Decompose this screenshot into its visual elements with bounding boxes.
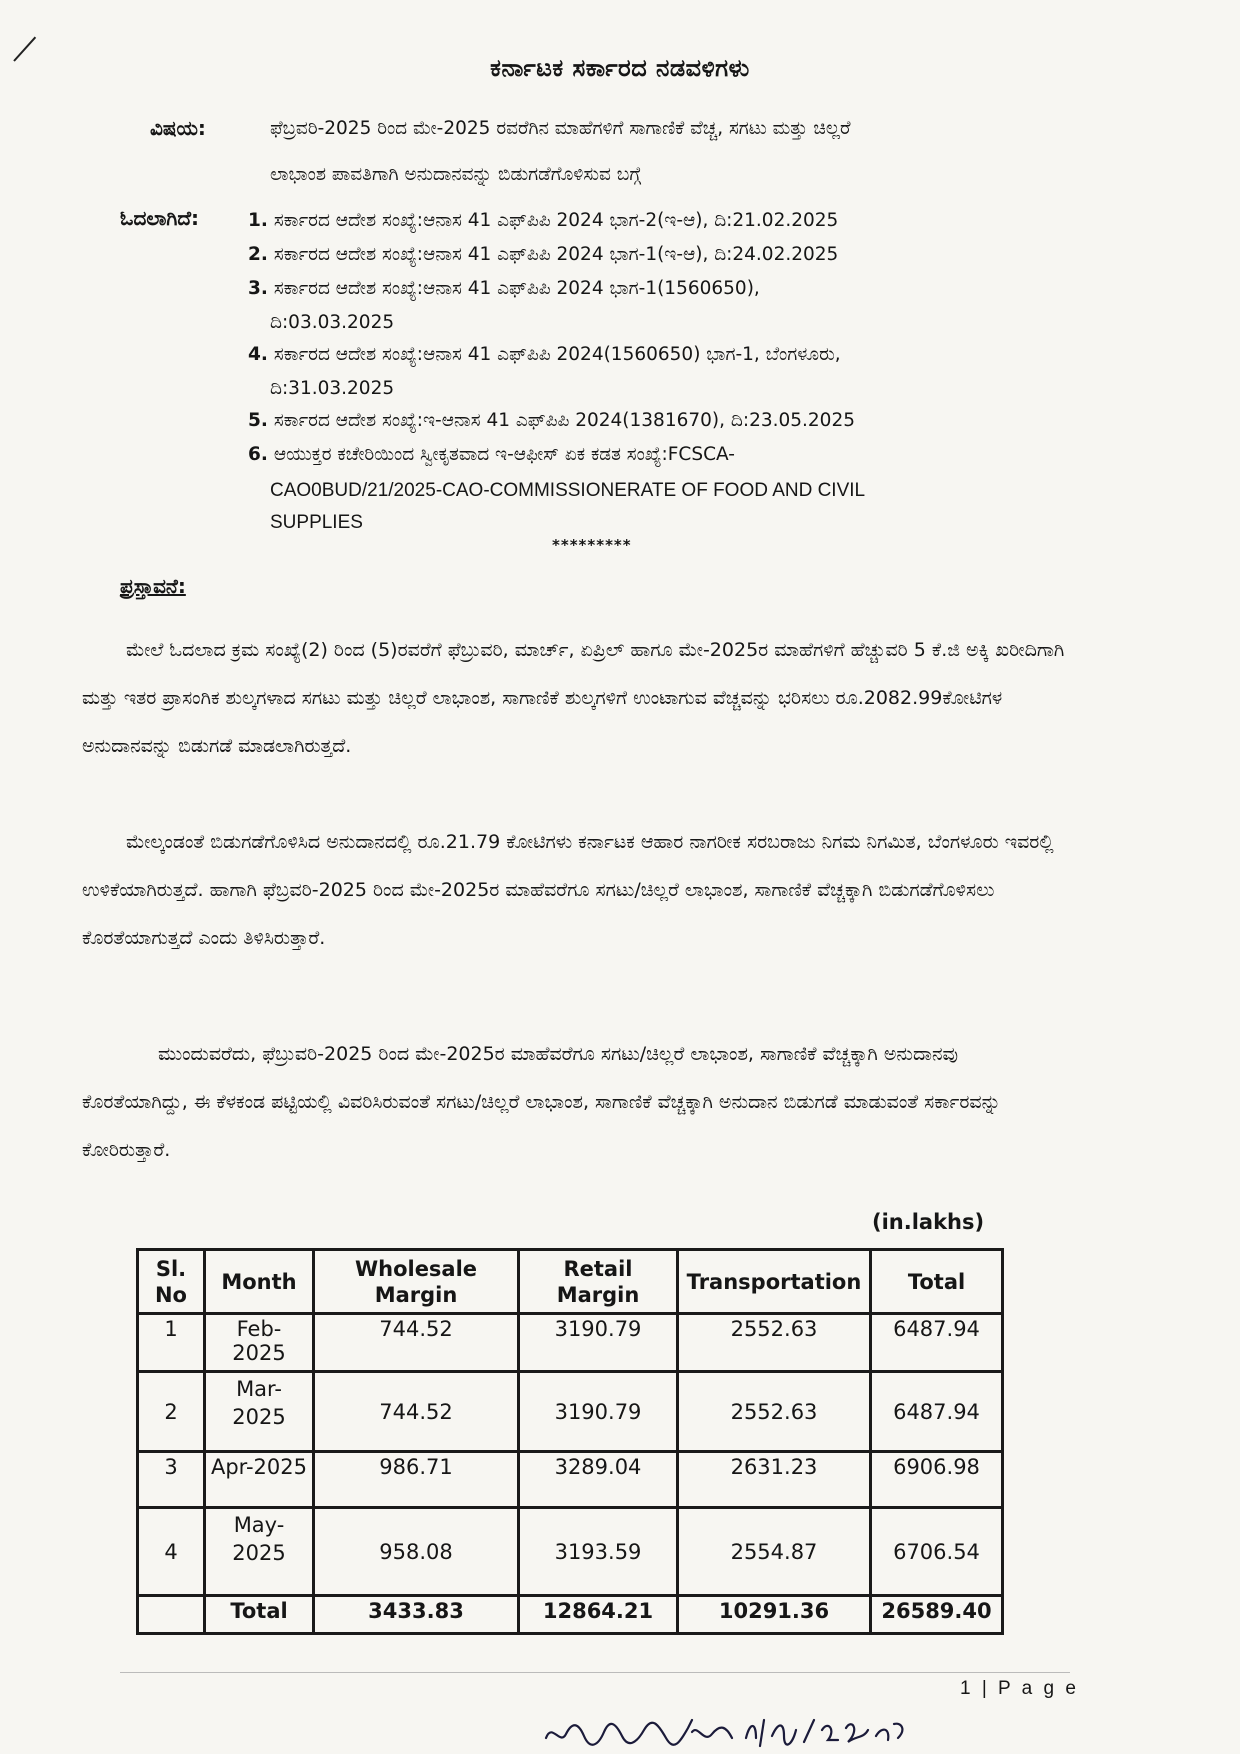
cell-total-label: Total: [205, 1596, 314, 1634]
table-total-row: [138, 1596, 1003, 1634]
cell-transport: 2631.23: [678, 1452, 871, 1508]
reference-number: 6.: [248, 444, 268, 465]
reference-item-3: [248, 272, 1028, 306]
cell-sl-no: 2: [138, 1372, 205, 1452]
cell-month: May-2025: [205, 1508, 314, 1596]
page-number: 1 | P a g e: [960, 1678, 1079, 1699]
reference-item-2: [248, 238, 1028, 272]
cell-total: 6487.94: [871, 1372, 1003, 1452]
cell-wholesale: 958.08: [314, 1508, 519, 1596]
reference-number: 1.: [248, 210, 268, 231]
subject-line-2: ಲಾಭಾಂಶ ಪಾವತಿಗಾಗಿ ಅನುದಾನವನ್ನು ಬಿಡುಗಡೆಗೊಳಿಸುವ ಬಗ್ಗೆ: [270, 164, 642, 185]
table-header-row: [138, 1250, 1003, 1314]
cell-wholesale: 744.52: [314, 1314, 519, 1372]
cell-total-wholesale: 3433.83: [314, 1596, 519, 1634]
units-label: (in.lakhs): [872, 1210, 985, 1234]
reference-number: 4.: [248, 344, 268, 365]
column-header-total: Total: [871, 1250, 1003, 1314]
cell-month: Feb-2025: [205, 1314, 314, 1372]
reference-text: ಸರ್ಕಾರದ ಆದೇಶ ಸಂಖ್ಯೆ:ಆನಾಸ 41 ಎಫ್‌ಪಿಪಿ 2024 ಭಾಗ-1(1560650),: [273, 278, 760, 299]
reference-item-6-continued-2: SUPPLIES: [270, 512, 363, 533]
reference-item-4-continued: ದಿ:31.03.2025: [270, 378, 395, 399]
reference-number: 3.: [248, 278, 268, 299]
cell-retail: 3193.59: [519, 1508, 678, 1596]
cell-sl-no: 3: [138, 1452, 205, 1508]
cell-total: 6906.98: [871, 1452, 1003, 1508]
cell-month: Mar-2025: [205, 1372, 314, 1452]
reference-item-3-continued: ದಿ:03.03.2025: [270, 312, 395, 333]
table-row: [138, 1508, 1003, 1596]
footer-divider: [120, 1672, 1070, 1673]
handwritten-signature: [542, 1716, 922, 1750]
column-header-wholesale-margin: Wholesale Margin: [314, 1250, 519, 1314]
reference-text: ಆಯುಕ್ತರ ಕಚೇರಿಯಿಂದ ಸ್ವೀಕೃತವಾದ ಇ-ಆಫೀಸ್ ಏಕ ಕಡತ ಸಂಖ್ಯೆ:FCSCA-: [273, 444, 735, 465]
references-label: ಓದಲಾಗಿದೆ:: [120, 206, 200, 230]
cell-transport: 2554.87: [678, 1508, 871, 1596]
paragraph-2: ಮೇಲ್ಕಂಡಂತೆ ಬಿಡುಗಡೆಗೊಳಿಸಿದ ಅನುದಾನದಲ್ಲಿ ರೂ.21.79 ಕೋಟಿಗಳು ಕರ್ನಾಟಕ ಆಹಾರ ನಾಗರೀಕ ಸರಬರಾಜು ನಿಗಮ ನಿಗಮಿತ, ಬೆಂಗಳೂರು ಇವರಲ್ಲಿ ಉಳಿಕೆಯಾಗಿರುತ್ತದೆ. ಹಾಗಾಗಿ ಫೆಬ್ರವರಿ-2025 ರಿಂದ ಮೇ-2025ರ ಮಾಹೆವರೆಗೂ ಸಗಟು/ಚಿಲ್ಲರೆ ಲಾಭಾಂಶ, ಸಾಗಾಣಿಕೆ ವೆಚ್ಚಕ್ಕಾಗಿ ಬಿಡುಗಡೆಗೊಳಿಸಲು ಕೊರತೆಯಾಗುತ್ತದೆ ಎಂದು ತಿಳಿಸಿರುತ್ತಾರೆ.: [82, 831, 1054, 949]
column-header-transportation: Transportation: [678, 1250, 871, 1314]
column-header-month: Month: [205, 1250, 314, 1314]
cell-retail: 3190.79: [519, 1314, 678, 1372]
cell-transport: 2552.63: [678, 1372, 871, 1452]
cell-total-retail: 12864.21: [519, 1596, 678, 1634]
cell-sl-no: 4: [138, 1508, 205, 1596]
page-title: ಕರ್ನಾಟಕ ಸರ್ಕಾರದ ನಡವಳಿಗಳು: [490, 54, 750, 82]
column-header-retail-margin: Retail Margin: [519, 1250, 678, 1314]
table-row: [138, 1452, 1003, 1508]
margin-table: [136, 1248, 1004, 1635]
reference-item-6: [248, 438, 1028, 472]
reference-text: ಸರ್ಕಾರದ ಆದೇಶ ಸಂಖ್ಯೆ:ಆನಾಸ 41 ಎಫ್‌ಪಿಪಿ 2024(1560650) ಭಾಗ-1, ಬೆಂಗಳೂರು,: [273, 344, 841, 365]
cell-sl-no: 1: [138, 1314, 205, 1372]
reference-item-5: [248, 404, 1028, 438]
cell-total: 6487.94: [871, 1314, 1003, 1372]
cell-total: 6706.54: [871, 1508, 1003, 1596]
cell-total-transport: 10291.36: [678, 1596, 871, 1634]
cell-sl-no-empty: [138, 1596, 205, 1634]
reference-item-1: [248, 204, 1028, 238]
cell-grand-total: 26589.40: [871, 1596, 1003, 1634]
reference-number: 2.: [248, 244, 268, 265]
subject-label: ವಿಷಯ:: [150, 116, 206, 140]
reference-text: ಸರ್ಕಾರದ ಆದೇಶ ಸಂಖ್ಯೆ:ಇ-ಆನಾಸ 41 ಎಫ್‌ಪಿಪಿ 2024(1381670), ದಿ:23.05.2025: [273, 410, 855, 431]
reference-number: 5.: [248, 410, 268, 431]
reference-item-6-continued: CAO0BUD/21/2025-CAO-COMMISSIONERATE OF FOOD AND CIVIL: [270, 480, 866, 501]
reference-text: ಸರ್ಕಾರದ ಆದೇಶ ಸಂಖ್ಯೆ:ಆನಾಸ 41 ಎಫ್‌ಪಿಪಿ 2024 ಭಾಗ-2(ಇ-ಆ), ದಿ:21.02.2025: [273, 210, 839, 231]
table-row: [138, 1372, 1003, 1452]
paragraph-1: ಮೇಲೆ ಓದಲಾದ ಕ್ರಮ ಸಂಖ್ಯೆ(2) ರಿಂದ (5)ರವರೆಗೆ ಫೆಬ್ರುವರಿ, ಮಾರ್ಚ್, ಏಪ್ರಿಲ್ ಹಾಗೂ ಮೇ-2025ರ ಮಾಹೆಗಳಿಗೆ ಹೆಚ್ಚುವರಿ 5 ಕೆ.ಜಿ ಅಕ್ಕಿ ಖರೀದಿಗಾಗಿ ಮತ್ತು ಇತರ ಪ್ರಾಸಂಗಿಕ ಶುಲ್ಕಗಳಾದ ಸಗಟು ಮತ್ತು ಚಿಲ್ಲರೆ ಲಾಭಾಂಶ, ಸಾಗಾಣಿಕೆ ಶುಲ್ಕಗಳಿಗೆ ಉಂಟಾಗುವ ವೆಚ್ಚವನ್ನು ಭರಿಸಲು ರೂ.2082.99ಕೋಟಿಗಳ ಅನುದಾನವನ್ನು ಬಿಡುಗಡೆ ಮಾಡಲಾಗಿರುತ್ತದೆ.: [82, 639, 1065, 757]
column-header-sl-no: Sl. No: [138, 1250, 205, 1314]
separator: *********: [552, 536, 632, 554]
cell-month: Apr-2025: [205, 1452, 314, 1508]
reference-text: ಸರ್ಕಾರದ ಆದೇಶ ಸಂಖ್ಯೆ:ಆನಾಸ 41 ಎಫ್‌ಪಿಪಿ 2024 ಭಾಗ-1(ಇ-ಆ), ದಿ:24.02.2025: [273, 244, 839, 265]
paragraph-3: ಮುಂದುವರೆದು, ಫೆಬ್ರುವರಿ-2025 ರಿಂದ ಮೇ-2025ರ ಮಾಹೆವರೆಗೂ ಸಗಟು/ಚಿಲ್ಲರೆ ಲಾಭಾಂಶ, ಸಾಗಾಣಿಕೆ ವೆಚ್ಚಕ್ಕಾಗಿ ಅನುದಾನವು ಕೊರತೆಯಾಗಿದ್ದು, ಈ ಕೆಳಕಂಡ ಪಟ್ಟಿಯಲ್ಲಿ ವಿವರಿಸಿರುವಂತೆ ಸಗಟು/ಚಿಲ್ಲರೆ ಲಾಭಾಂಶ, ಸಾಗಾಣಿಕೆ ವೆಚ್ಚಕ್ಕಾಗಿ ಅನುದಾನ ಬಿಡುಗಡೆ ಮಾಡುವಂತೆ ಸರ್ಕಾರವನ್ನು ಕೋರಿರುತ್ತಾರೆ.: [82, 1043, 1001, 1161]
cell-wholesale: 744.52: [314, 1372, 519, 1452]
reference-item-4: [248, 338, 1028, 372]
cell-retail: 3289.04: [519, 1452, 678, 1508]
table-row: [138, 1314, 1003, 1372]
cell-wholesale: 986.71: [314, 1452, 519, 1508]
cell-retail: 3190.79: [519, 1372, 678, 1452]
preamble-heading: ಪ್ರಸ್ತಾವನೆ:: [120, 574, 186, 598]
subject-line-1: ಫೆಬ್ರವರಿ-2025 ರಿಂದ ಮೇ-2025 ರವರೆಗಿನ ಮಾಹೆಗಳಿಗೆ ಸಾಗಾಣಿಕೆ ವೆಚ್ಚ, ಸಗಟು ಮತ್ತು ಚಿಲ್ಲರೆ: [270, 118, 851, 139]
cell-transport: 2552.63: [678, 1314, 871, 1372]
